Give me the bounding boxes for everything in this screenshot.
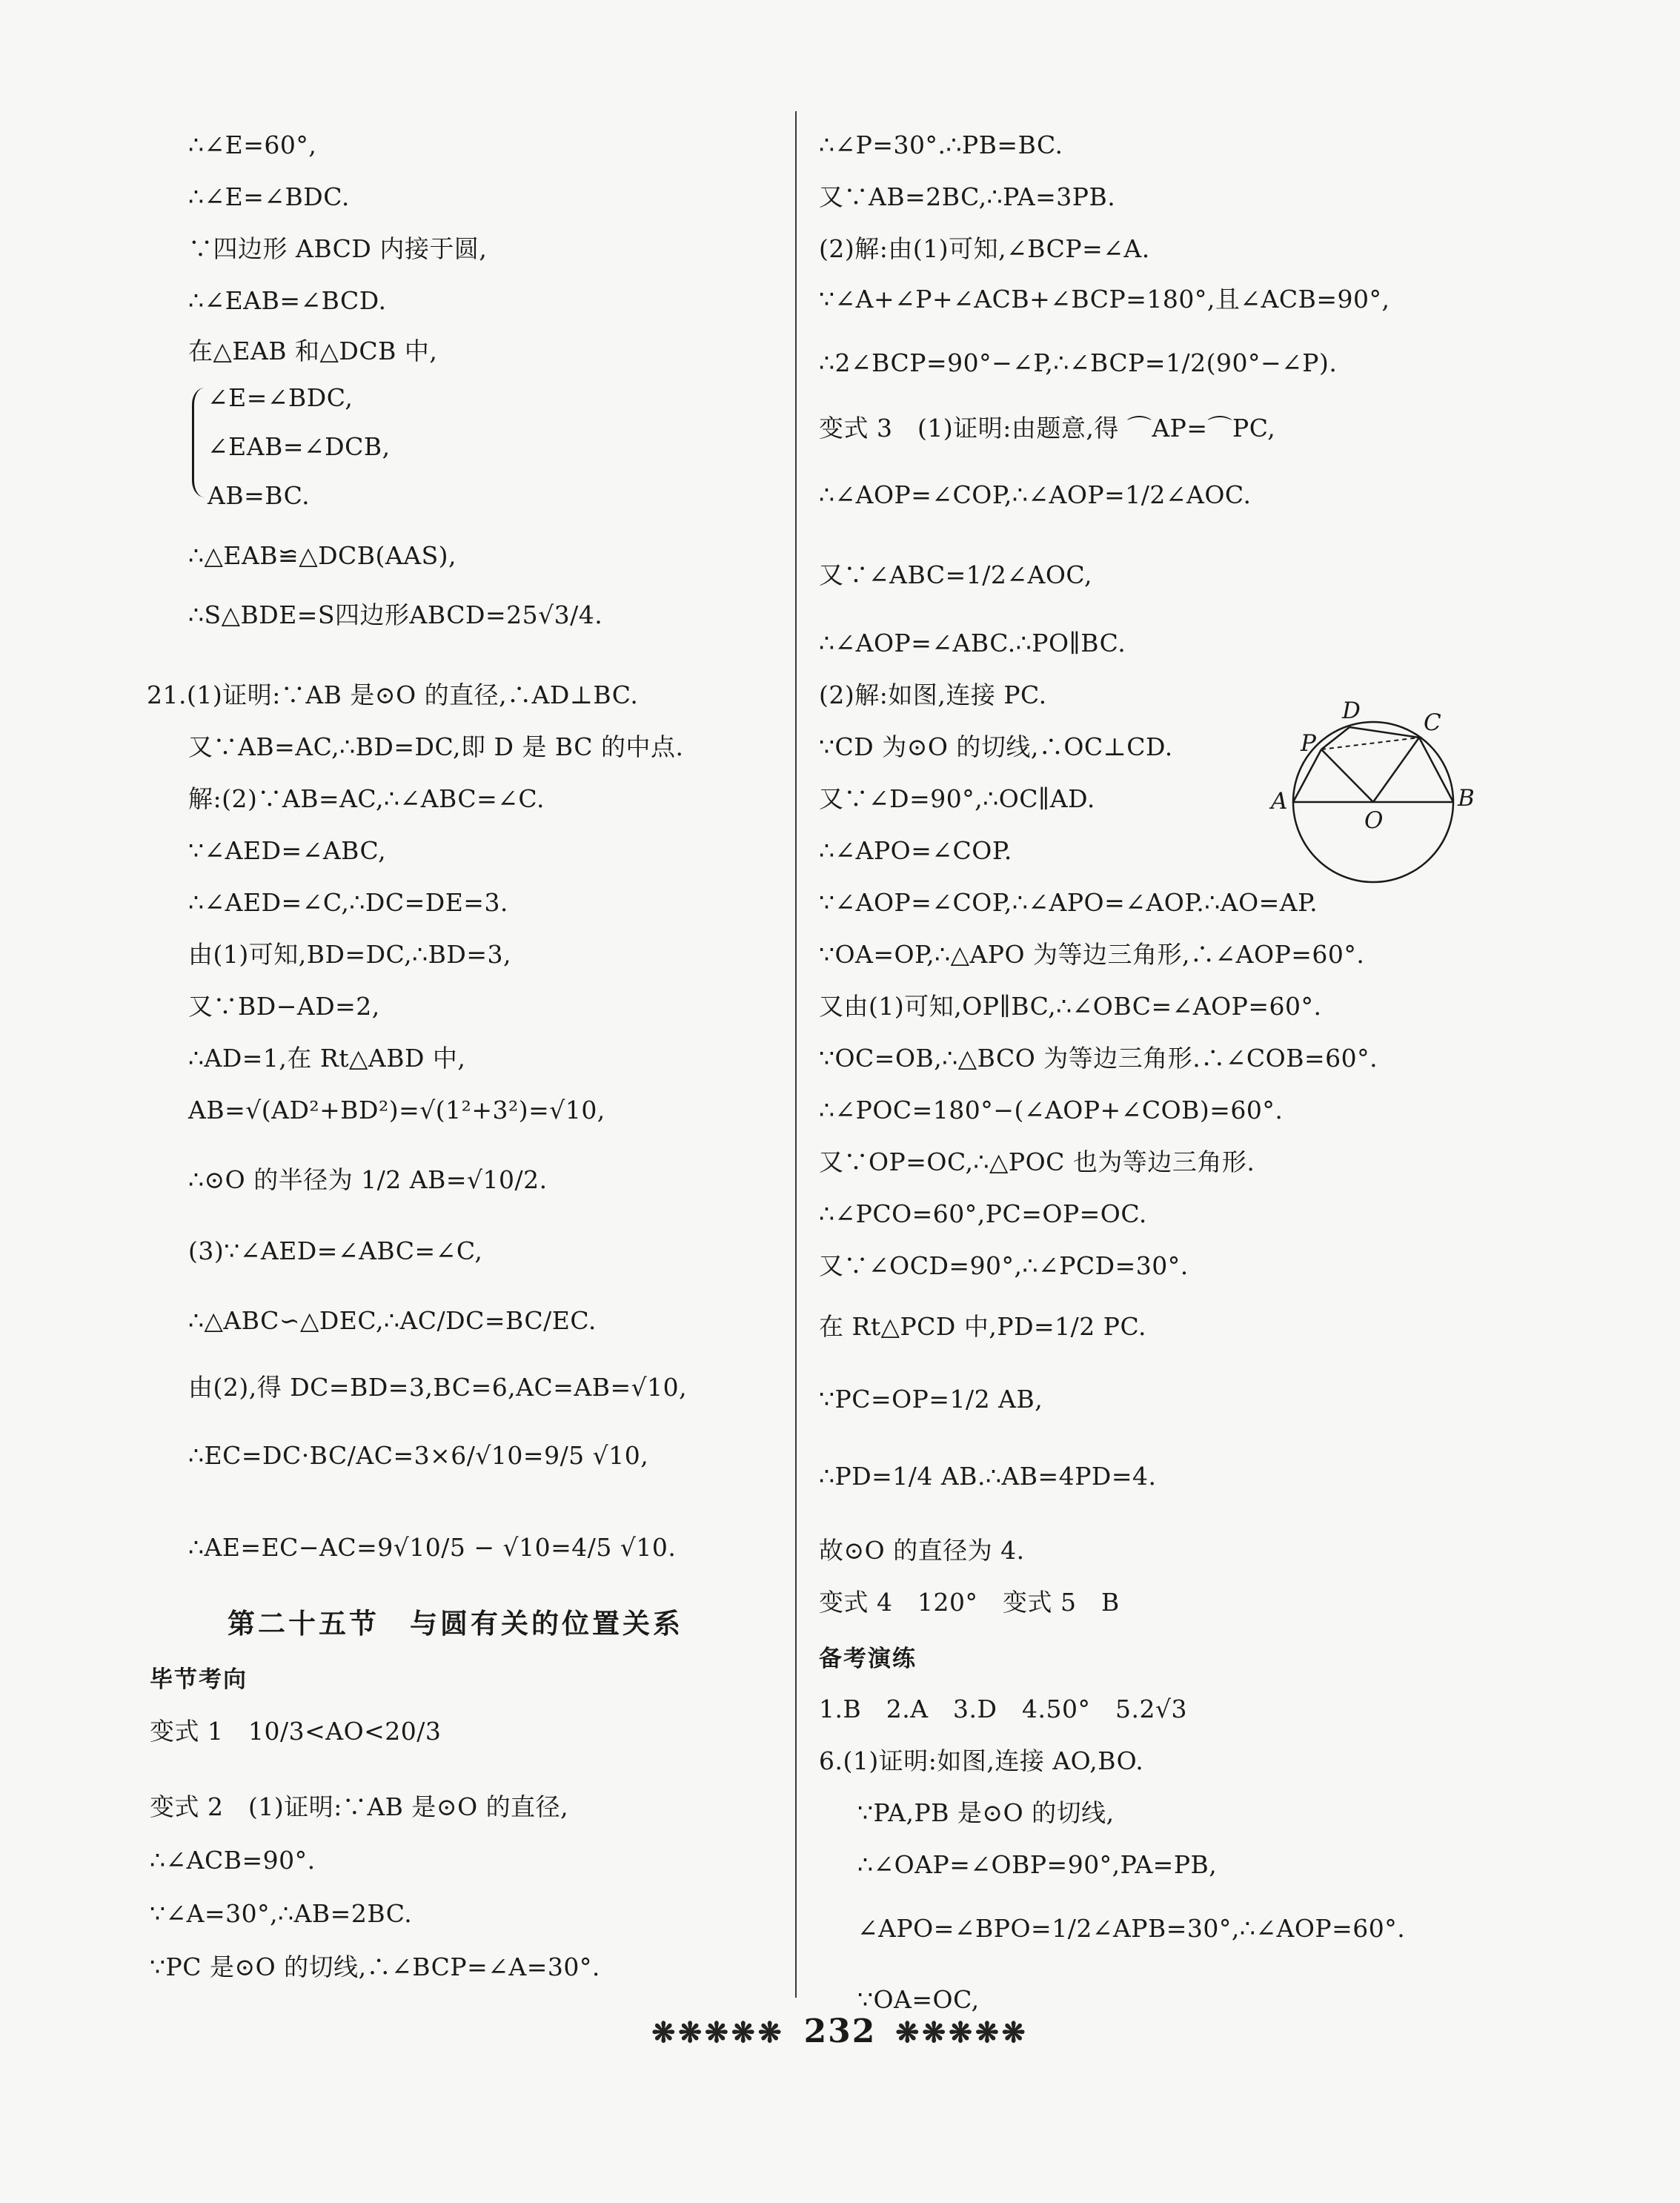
text-line: 又∵AB=AC,∴BD=DC,即 D 是 BC 的中点. [188,732,684,761]
text-line: 6.(1)证明:如图,连接 AO,BO. [819,1746,1144,1775]
label-c: C [1424,709,1441,736]
text-line: ∴∠POC=180°−(∠AOP+∠COB)=60°. [819,1096,1284,1124]
text-line: 在△EAB 和△DCB 中, [188,337,438,365]
text-line: ∵∠AOP=∠COP,∴∠APO=∠AOP.∴AO=AP. [819,888,1318,917]
text-line: 又∵OP=OC,∴△POC 也为等边三角形. [819,1147,1255,1176]
text-line: ∴∠PCO=60°,PC=OP=OC. [819,1199,1147,1228]
text-line: 又∵AB=2BC,∴PA=3PB. [819,182,1116,211]
text-line: (2)解:由(1)可知,∠BCP=∠A. [819,234,1150,263]
text-line: ∠E=∠BDC, [207,383,353,412]
text-line: ∴∠AOP=∠ABC.∴PO∥BC. [819,629,1126,657]
geometry-figure [1241,671,1523,893]
text-line: 故⊙O 的直径为 4. [819,1536,1025,1565]
text-line: ∴S△BDE=S四边形ABCD=25√3/4. [188,600,603,629]
ornament-right: ❋❋❋❋❋ [895,2015,1029,2049]
subsection-title: 毕节考向 [150,1666,248,1693]
text-line: ∵OA=OC, [857,1985,980,2014]
text-line: (2)解:如图,连接 PC. [819,680,1047,709]
text-line: ∵四边形 ABCD 内接于圆, [188,234,488,263]
text-line: 变式 4 120° 变式 5 B [819,1588,1120,1617]
text-line: ∴△EAB≌△DCB(AAS), [188,541,457,570]
text-line: 21.(1)证明:∵AB 是⊙O 的直径,∴AD⊥BC. [147,680,639,709]
text-line: ∴∠OAP=∠OBP=90°,PA=PB, [857,1850,1218,1879]
text-line: ∴PD=1/4 AB.∴AB=4PD=4. [819,1462,1157,1491]
text-line: ∵PA,PB 是⊙O 的切线, [857,1798,1115,1827]
text-line: 又∵∠ABC=1/2∠AOC, [819,560,1092,589]
text-line: ∵∠A+∠P+∠ACB+∠BCP=180°,且∠ACB=90°, [819,285,1390,314]
text-line: ∵PC 是⊙O 的切线,∴∠BCP=∠A=30°. [150,1952,600,1981]
page-footer [0,2012,1680,2050]
label-d: D [1342,698,1361,724]
text-line: ∵OC=OB,∴△BCO 为等边三角形.∴∠COB=60°. [819,1044,1378,1073]
text-line: ∴⊙O 的半径为 1/2 AB=√10/2. [188,1165,548,1194]
brace [192,388,205,497]
section-title: 第二十五节 与圆有关的位置关系 [228,1608,683,1640]
text-line: ∴∠EAB=∠BCD. [188,286,387,315]
text-line: 又由(1)可知,OP∥BC,∴∠OBC=∠AOP=60°. [819,992,1322,1021]
text-line: ∴∠AOP=∠COP,∴∠AOP=1/2∠AOC. [819,480,1252,509]
text-line: (3)∵∠AED=∠ABC=∠C, [188,1236,483,1265]
text-line: ∴△ABC∽△DEC,∴AC/DC=BC/EC. [188,1306,597,1335]
text-line: ∴EC=DC·BC/AC=3×6/√10=9/5 √10, [188,1441,649,1470]
text-line: 由(2),得 DC=BD=3,BC=6,AC=AB=√10, [188,1373,688,1402]
text-line: ∵∠A=30°,∴AB=2BC. [150,1899,413,1928]
text-line: ∵PC=OP=1/2 AB, [819,1385,1043,1414]
text-line: 又∵BD−AD=2, [188,992,380,1021]
text-line: ∴∠E=∠BDC. [188,182,350,211]
label-a: A [1271,788,1288,815]
text-line: ∴∠AED=∠C,∴DC=DE=3. [188,888,508,917]
text-line: ∴∠E=60°, [188,130,317,159]
text-line: ∴∠P=30°.∴PB=BC. [819,130,1063,159]
subsection-title: 备考演练 [819,1646,917,1672]
text-line: 又∵∠OCD=90°,∴∠PCD=30°. [819,1251,1189,1280]
page-number: 232 [803,2012,877,2050]
text-line: 在 Rt△PCD 中,PD=1/2 PC. [819,1312,1147,1341]
segment-dc [1349,727,1419,738]
label-p: P [1301,730,1316,757]
text-line: ∴AD=1,在 Rt△ABD 中, [188,1044,466,1073]
segment-pc-dashed [1321,738,1419,749]
text-line: 变式 1 10/3<AO<20/3 [150,1717,442,1746]
segment-co [1373,738,1419,802]
text-line: ∵OA=OP,∴△APO 为等边三角形,∴∠AOP=60°. [819,940,1365,969]
text-line: AB=BC. [207,481,311,510]
text-line: 1.B 2.A 3.D 4.50° 5.2√3 [819,1695,1187,1723]
segment-cb [1419,738,1453,802]
equation-system [188,382,559,508]
segment-po [1321,749,1373,802]
text-line: 变式 3 (1)证明:由题意,得 ⌒AP=⌒PC, [819,414,1276,443]
text-line: ∵∠AED=∠ABC, [188,836,387,865]
text-line: ∴∠ACB=90°. [150,1846,316,1875]
ornament-left: ❋❋❋❋❋ [651,2015,785,2049]
text-line: 变式 2 (1)证明:∵AB 是⊙O 的直径, [150,1792,569,1821]
text-line: 解:(2)∵AB=AC,∴∠ABC=∠C. [188,784,545,813]
column-divider [795,111,797,1998]
text-line: ∠EAB=∠DCB, [207,432,391,461]
text-line: AB=√(AD²+BD²)=√(1²+3²)=√10, [188,1096,605,1124]
text-line: 由(1)可知,BD=DC,∴BD=3, [188,940,511,969]
circle-diagram [1241,671,1523,893]
text-line: ∠APO=∠BPO=1/2∠APB=30°,∴∠AOP=60°. [857,1914,1406,1943]
text-line: ∴AE=EC−AC=9√10/5 − √10=4/5 √10. [188,1533,677,1562]
label-b: B [1458,785,1475,812]
text-line: ∴∠APO=∠COP. [819,836,1012,865]
text-line: ∵CD 为⊙O 的切线,∴OC⊥CD. [819,732,1173,761]
text-line: ∴2∠BCP=90°−∠P,∴∠BCP=1/2(90°−∠P). [819,348,1338,377]
text-line: 又∵∠D=90°,∴OC∥AD. [819,784,1095,813]
label-o: O [1364,807,1384,834]
